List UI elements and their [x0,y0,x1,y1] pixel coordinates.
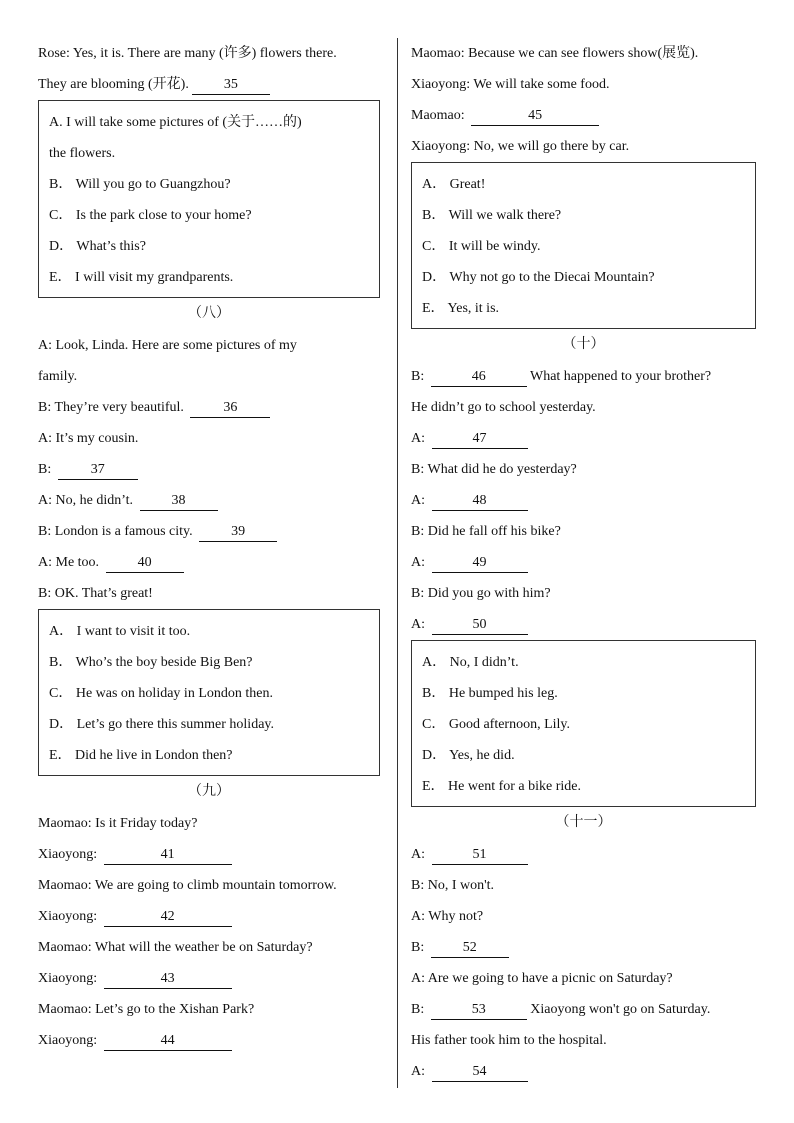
dialog-line: A: Look, Linda. Here are some pictures of my [38,338,297,353]
option-item: D． Let’s go there this summer holiday. [49,717,274,732]
section-heading: （八） [188,306,230,321]
answer-blank[interactable]: 50 [432,616,528,635]
dialog-line: Maomao: Is it Friday today? [38,816,198,831]
option-item: E． Yes, it is. [422,301,500,316]
answer-blank[interactable]: 44 [104,1032,232,1051]
dialog-line: He didn’t go to school yesterday. [411,400,596,415]
option-item: D． Yes, he did. [422,748,515,763]
answer-blank[interactable]: 48 [432,492,528,511]
option-item: C． Is the park close to your home? [49,208,252,223]
dialog-line: A: No, he didn’t. 38 [38,485,380,516]
options-box [38,100,380,298]
dialog-line: Maomao: We are going to climb mountain tomorrow. [38,878,337,893]
dialog-line: His father took him to the hospital. [411,1033,607,1048]
option-item: A． No, I didn’t. [422,655,519,670]
dialog-line: B: No, I won't. [411,878,495,893]
answer-blank[interactable]: 42 [104,908,232,927]
answer-blank[interactable]: 35 [192,76,270,95]
dialog-line: B: London is a famous city. 39 [38,516,380,547]
dialog-line: A: 50 [411,609,756,640]
option-item: B． Who’s the boy beside Big Ben? [49,655,253,670]
option-item: B． He bumped his leg. [422,686,558,701]
dialog-line: Xiaoyong: 44 [38,1025,380,1056]
option-item: E． Did he live in London then? [49,748,233,763]
dialog-line: A: 54 [411,1056,756,1087]
answer-blank[interactable]: 38 [140,492,218,511]
answer-blank[interactable]: 49 [432,554,528,573]
options-box [38,609,380,776]
answer-blank[interactable]: 45 [471,107,599,126]
option-item: A． I want to visit it too. [49,624,191,639]
answer-blank[interactable]: 53 [431,1001,527,1020]
dialog-line: B: 37 [38,454,380,485]
section-heading: （十一） [555,815,612,830]
answer-blank[interactable]: 41 [104,846,232,865]
answer-blank[interactable]: 37 [58,461,138,480]
dialog-line: B: Did you go with him? [411,586,551,601]
dialog-line: A: 51 [411,839,756,870]
option-item: A． Great! [422,177,486,192]
answer-blank[interactable]: 43 [104,970,232,989]
column-divider [397,38,398,1088]
dialog-line: Xiaoyong: 41 [38,839,380,870]
answer-blank[interactable]: 51 [432,846,528,865]
answer-blank[interactable]: 39 [199,523,277,542]
dialog-line: A: Why not? [411,909,484,924]
answer-blank[interactable]: 52 [431,939,509,958]
dialog-line: B: 46 What happened to your brother? [411,361,756,392]
options-box [411,640,756,807]
dialog-line: Xiaoyong: We will take some food. [411,77,610,92]
dialog-line: Maomao: What will the weather be on Saturday? [38,940,313,955]
option-item: B． Will we walk there? [422,208,562,223]
option-item: A. I will take some pictures of (关于……的) [49,115,302,130]
dialog-line: B: 52 [411,932,756,963]
left-column [38,38,380,1056]
dialog-line: A: It’s my cousin. [38,431,139,446]
dialog-line: B: OK. That’s great! [38,586,153,601]
option-item: C． He was on holiday in London then. [49,686,273,701]
answer-blank[interactable]: 36 [190,399,270,418]
text-line: They are blooming (开花). 35 [38,69,380,100]
answer-blank[interactable]: 46 [431,368,527,387]
dialog-line: Maomao: Because we can see flowers show(展览). [411,46,699,61]
dialog-line: B: Did he fall off his bike? [411,524,561,539]
option-item: D． What’s this? [49,239,146,254]
dialog-line: Xiaoyong: 43 [38,963,380,994]
answer-blank[interactable]: 40 [106,554,184,573]
right-column [411,38,756,1087]
options-box [411,162,756,329]
dialog-line: A: Are we going to have a picnic on Saturday? [411,971,673,986]
option-item: E． I will visit my grandparents. [49,270,234,285]
section-heading: （九） [188,784,230,799]
dialog-line: Xiaoyong: 42 [38,901,380,932]
answer-blank[interactable]: 47 [432,430,528,449]
answer-blank[interactable]: 54 [432,1063,528,1082]
option-item: E． He went for a bike ride. [422,779,581,794]
option-item: the flowers. [49,146,116,161]
dialog-line: A: Me too. 40 [38,547,380,578]
dialog-line: B: They’re very beautiful. 36 [38,392,380,423]
option-item: C． It will be windy. [422,239,541,254]
dialog-line: B: What did he do yesterday? [411,462,577,477]
dialog-line: A: 48 [411,485,756,516]
option-item: C． Good afternoon, Lily. [422,717,571,732]
dialog-line: Xiaoyong: No, we will go there by car. [411,139,630,154]
option-item: D． Why not go to the Diecai Mountain? [422,270,655,285]
dialog-line: A: 49 [411,547,756,578]
section-heading: （十） [562,337,605,352]
dialog-line: B: 53 Xiaoyong won't go on Saturday. [411,994,756,1025]
option-item: B． Will you go to Guangzhou? [49,177,231,192]
dialog-line: family. [38,369,78,384]
dialog-line: Maomao: Let’s go to the Xishan Park? [38,1002,255,1017]
dialog-line: A: 47 [411,423,756,454]
dialog-line: Maomao: 45 [411,100,756,131]
text-line: Rose: Yes, it is. There are many (许多) flowers there. [38,46,337,61]
